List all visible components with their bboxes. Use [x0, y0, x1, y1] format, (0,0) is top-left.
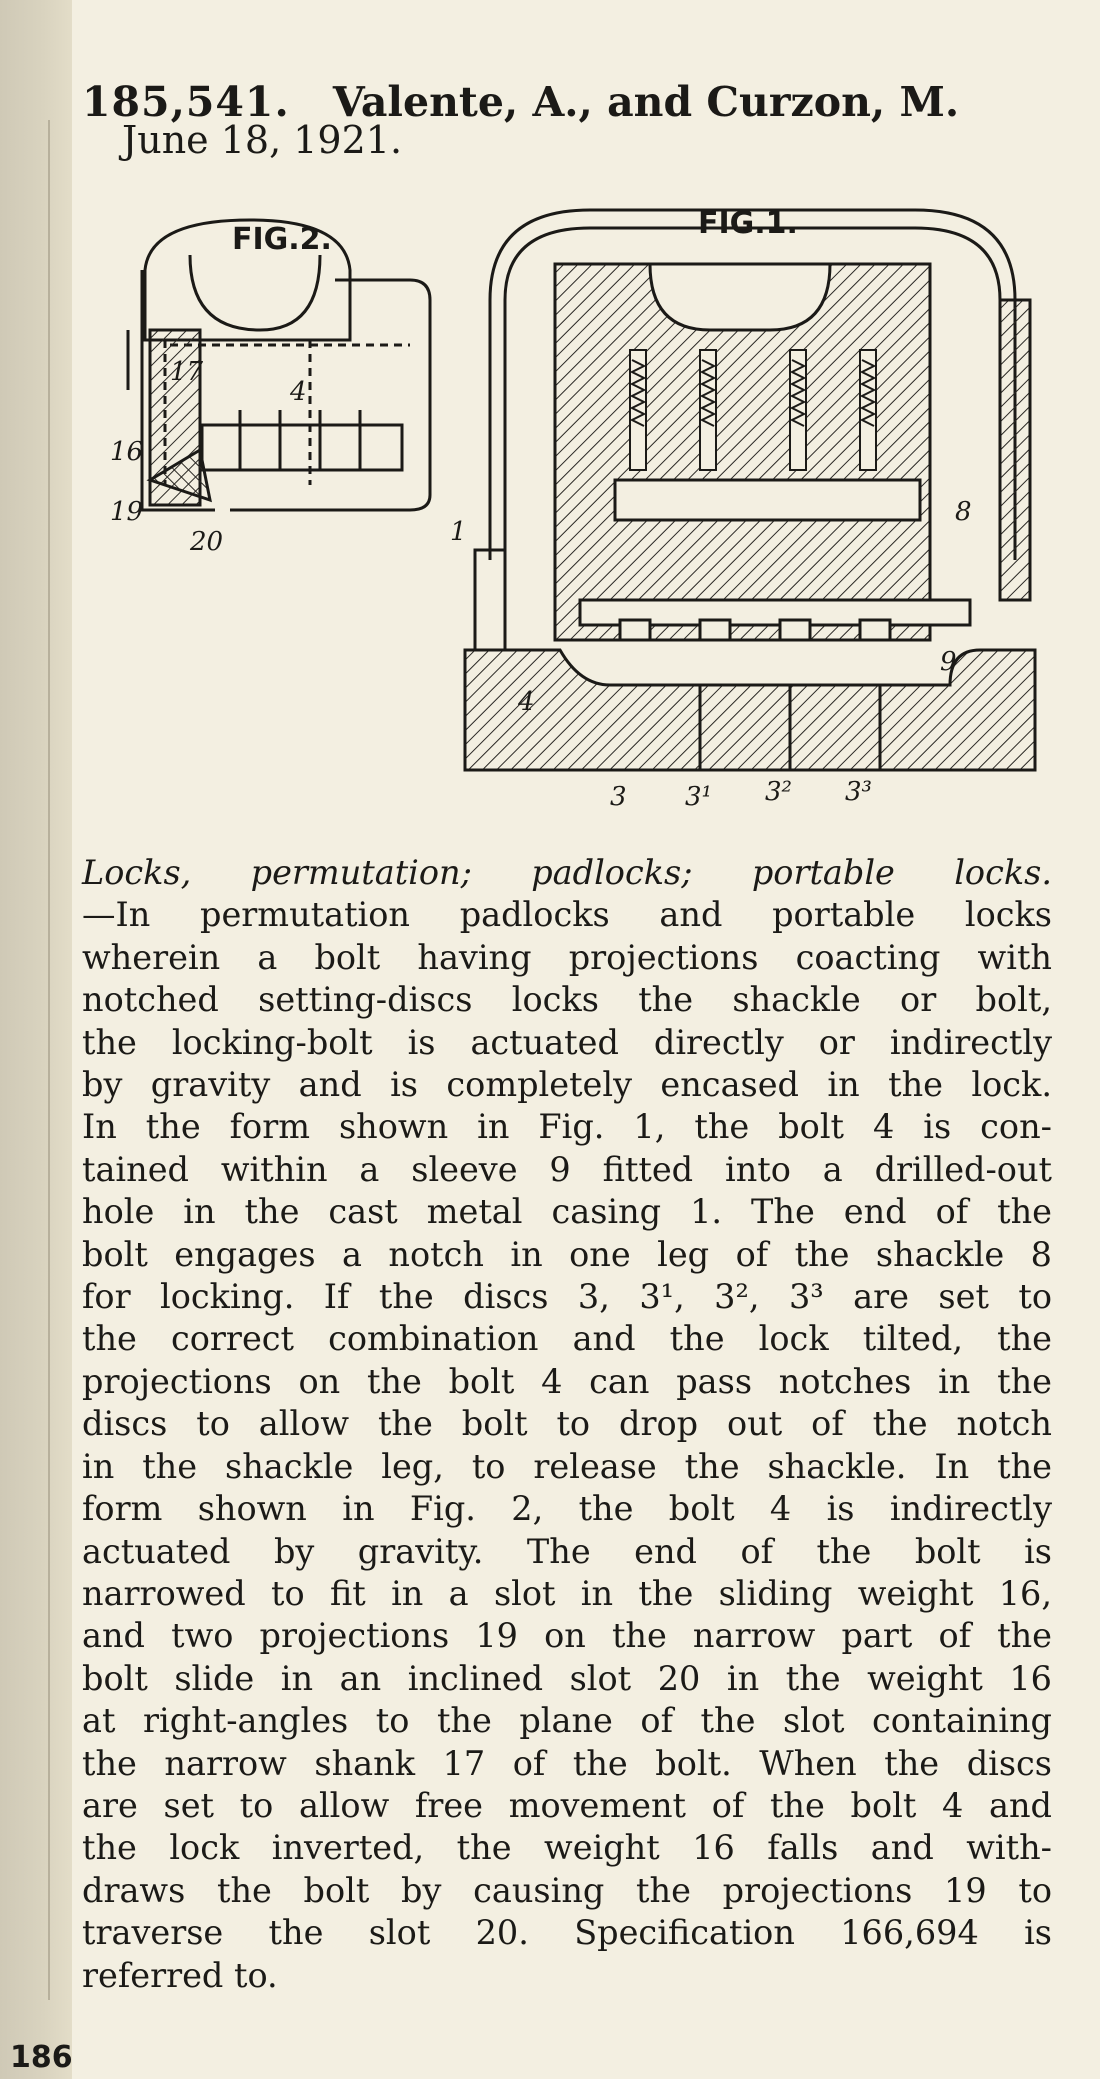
fig2-ref-16: 16 [110, 437, 144, 467]
abstract-line: projections on the bolt 4 can pass notches in the [82, 1361, 1052, 1401]
fig2-ref-19: 19 [110, 497, 144, 527]
fig1-ref-8: 8 [955, 497, 972, 527]
abstract-line: the lock inverted, the weight 16 falls and with- [82, 1828, 1052, 1868]
abstract-line: referred to. [82, 1955, 278, 1995]
abstract-line: narrowed to fit in a slot in the sliding weight 16, [82, 1573, 1052, 1613]
fig2-ref-20: 20 [190, 527, 224, 557]
abstract-line: the locking-bolt is actuated directly or indirectly [82, 1022, 1052, 1062]
abstract-line: the narrow shank 17 of the bolt. When the discs [82, 1743, 1052, 1783]
abstract-line: in the shackle leg, to release the shackle. In the [82, 1446, 1052, 1486]
fig1-drawing [465, 210, 1035, 770]
abstract-line: In the form shown in Fig. 1, the bolt 4 is con- [82, 1107, 1052, 1147]
abstract-line: wherein a bolt having projections coacting with [82, 937, 1052, 977]
abstract-line: for locking. If the discs 3, 3¹, 3², 3³ are set to [82, 1277, 1052, 1317]
abstract-line: the correct combination and the lock tilted, the [82, 1319, 1052, 1359]
fig2-label: FIG.2. [232, 222, 332, 257]
abstract-line: notched setting-discs locks the shackle or bolt, [82, 980, 1052, 1020]
abstract-line: at right-angles to the plane of the slot containing [82, 1701, 1052, 1741]
fig1-ref-3-2: 3² [765, 777, 792, 807]
fig1-ref-3-3: 3³ [845, 777, 872, 807]
fig1-ref-9: 9 [940, 647, 957, 677]
abstract-line: form shown in Fig. 2, the bolt 4 is indirectly [82, 1489, 1052, 1529]
abstract-line: by gravity and is completely encased in the lock. [82, 1065, 1052, 1105]
fig1-ref-4: 4 [518, 687, 535, 717]
patent-number: 185,541. [82, 78, 290, 126]
abstract-body [82, 852, 1052, 1997]
abstract-line: actuated by gravity. The end of the bolt is [82, 1531, 1052, 1571]
abstract-line: bolt engages a notch in one leg of the shackle 8 [82, 1234, 1052, 1274]
fig1-ref-3: 3 [610, 782, 627, 812]
fig2-ref-17: 17 [170, 357, 204, 387]
patent-drawings [110, 180, 1050, 820]
fig1-ref-1: 1 [450, 517, 467, 547]
entry-date: June 18, 1921. [122, 118, 403, 162]
abstract-line: bolt slide in an inclined slot 20 in the weight 16 [82, 1658, 1052, 1698]
margin-rule [48, 120, 50, 2000]
fig1-ref-3-1: 3¹ [685, 782, 712, 812]
page-number: 186 [10, 2040, 73, 2075]
abstract-line: hole in the cast metal casing 1. The end of the [82, 1192, 1052, 1232]
fig1-label: FIG.1. [698, 206, 798, 241]
page-gutter [0, 0, 72, 2079]
abstract-line: draws the bolt by causing the projections 19 to [82, 1870, 1052, 1910]
abstract-line: tained within a sleeve 9 fitted into a drilled-out [82, 1149, 1052, 1189]
abstract-line: are set to allow free movement of the bolt 4 and [82, 1785, 1052, 1825]
fig2-ref-4: 4 [290, 377, 307, 407]
abstract-lead-line: Locks, permutation; padlocks; portable locks. [82, 853, 1052, 892]
inventor-names: Valente, A., and Curzon, M. [332, 78, 960, 126]
abstract-line: traverse the slot 20. Specification 166,694 is [82, 1913, 1052, 1953]
abstract-line: discs to allow the bolt to drop out of the notch [82, 1404, 1052, 1444]
abstract-line: —In permutation padlocks and portable locks [82, 895, 1052, 935]
abstract-line: and two projections 19 on the narrow part of the [82, 1616, 1052, 1656]
